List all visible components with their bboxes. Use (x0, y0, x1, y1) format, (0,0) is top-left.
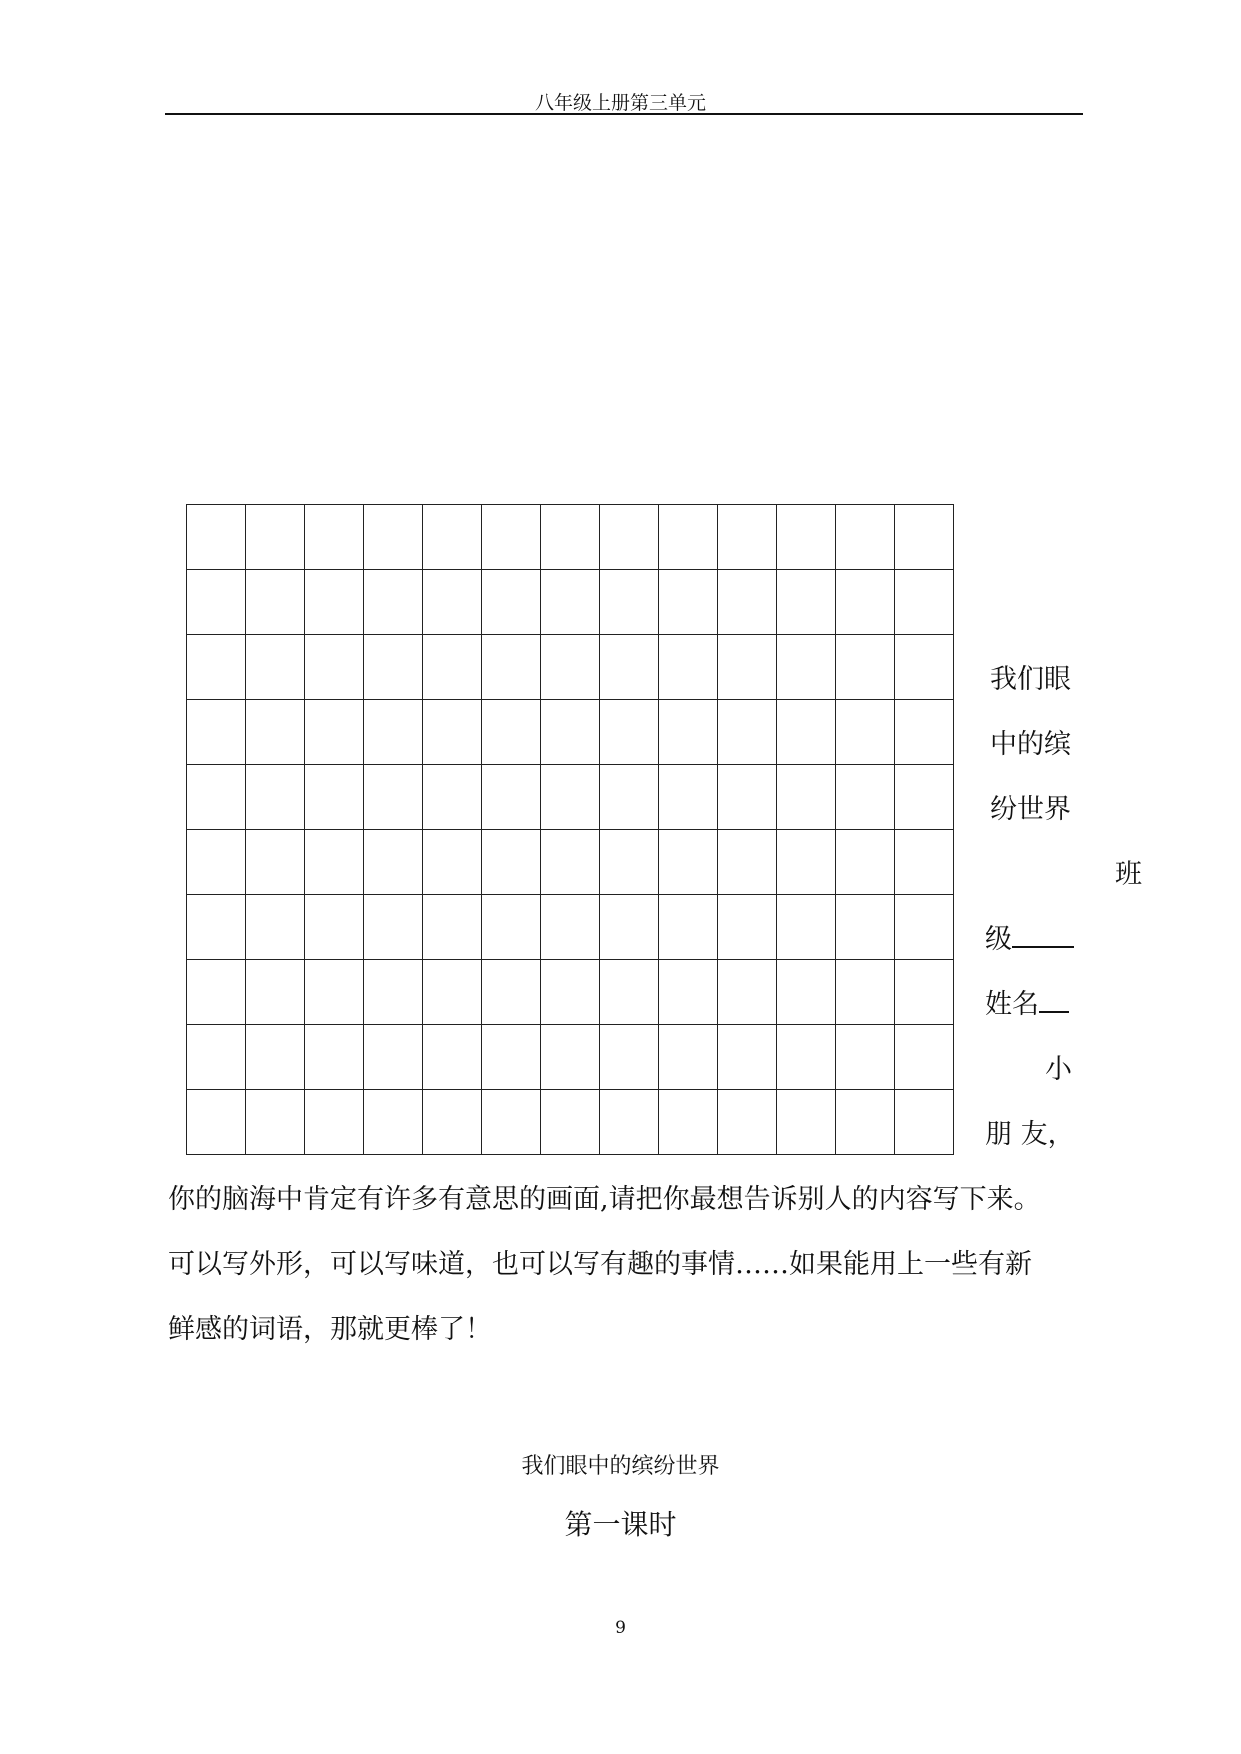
grid-row (187, 1090, 954, 1155)
grid-row (187, 505, 954, 570)
grid-cell[interactable] (364, 960, 423, 1025)
grid-cell[interactable] (659, 895, 718, 960)
grid-cell[interactable] (187, 1090, 246, 1155)
grid-cell[interactable] (718, 960, 777, 1025)
grid-cell[interactable] (659, 505, 718, 570)
prompt-line-1: 你的脑海中肯定有许多有意思的画面,请把你最想告诉别人的内容写下来。 (168, 1184, 1041, 1215)
grid-cell[interactable] (423, 960, 482, 1025)
grid-cell[interactable] (777, 700, 836, 765)
side-title-line-2: 中的缤 (990, 729, 1071, 760)
grid-cell[interactable] (777, 635, 836, 700)
grid-cell[interactable] (541, 1025, 600, 1090)
grid-cell[interactable] (659, 765, 718, 830)
grid-cell[interactable] (895, 960, 954, 1025)
grid-cell[interactable] (541, 765, 600, 830)
grid-cell[interactable] (718, 700, 777, 765)
lesson-title: 第一课时 (564, 1508, 677, 1541)
running-header: 八年级上册第三单元 (534, 92, 706, 114)
grid-cell[interactable] (482, 830, 541, 895)
grid-cell[interactable] (718, 635, 777, 700)
grid-cell[interactable] (364, 830, 423, 895)
grid-cell[interactable] (246, 505, 305, 570)
grid-cell[interactable] (600, 1025, 659, 1090)
grid-cell[interactable] (482, 570, 541, 635)
grid-row (187, 960, 954, 1025)
grid-row (187, 1025, 954, 1090)
grid-cell[interactable] (482, 505, 541, 570)
grid-cell[interactable] (482, 635, 541, 700)
grid-cell[interactable] (187, 765, 246, 830)
grid-cell[interactable] (718, 1090, 777, 1155)
grid-cell[interactable] (246, 570, 305, 635)
grid-cell[interactable] (600, 635, 659, 700)
grid-cell[interactable] (777, 960, 836, 1025)
page-number: 9 (615, 1618, 626, 1638)
grid-cell[interactable] (659, 1090, 718, 1155)
grid-cell[interactable] (423, 570, 482, 635)
grid-cell[interactable] (246, 1090, 305, 1155)
grid-cell[interactable] (600, 700, 659, 765)
grid-cell[interactable] (482, 960, 541, 1025)
grid-cell[interactable] (836, 960, 895, 1025)
grid-cell[interactable] (423, 700, 482, 765)
grid-cell[interactable] (246, 700, 305, 765)
grid-cell[interactable] (895, 700, 954, 765)
grid-cell[interactable] (246, 1025, 305, 1090)
grid-cell[interactable] (836, 505, 895, 570)
grid-row (187, 765, 954, 830)
grid-cell[interactable] (895, 1025, 954, 1090)
name-field[interactable] (985, 982, 1069, 1021)
grid-row (187, 570, 954, 635)
grid-cell[interactable] (246, 765, 305, 830)
grid-cell[interactable] (305, 635, 364, 700)
grid-cell[interactable] (246, 830, 305, 895)
grid-cell[interactable] (659, 1025, 718, 1090)
grid-cell[interactable] (718, 505, 777, 570)
grid-cell[interactable] (836, 1025, 895, 1090)
grid-cell[interactable] (246, 960, 305, 1025)
grid-cell[interactable] (777, 570, 836, 635)
class-blank-line[interactable] (1012, 945, 1074, 948)
grid-cell[interactable] (305, 505, 364, 570)
grid-cell[interactable] (600, 960, 659, 1025)
grid-cell[interactable] (423, 505, 482, 570)
grid-cell[interactable] (659, 700, 718, 765)
grid-cell[interactable] (364, 765, 423, 830)
grid-row (187, 895, 954, 960)
grid-cell[interactable] (482, 1090, 541, 1155)
grid-cell[interactable] (777, 895, 836, 960)
grid-cell[interactable] (836, 700, 895, 765)
grid-cell[interactable] (246, 895, 305, 960)
grid-cell[interactable] (895, 570, 954, 635)
side-pengyou: 朋 友， (985, 1119, 1075, 1150)
grid-cell[interactable] (718, 570, 777, 635)
grid-cell[interactable] (423, 895, 482, 960)
grid-cell[interactable] (187, 960, 246, 1025)
grid-cell[interactable] (777, 1090, 836, 1155)
grid-cell[interactable] (305, 960, 364, 1025)
grid-cell[interactable] (895, 830, 954, 895)
grid-cell[interactable] (659, 635, 718, 700)
grid-cell[interactable] (836, 1090, 895, 1155)
grid-cell[interactable] (305, 570, 364, 635)
grid-cell[interactable] (600, 830, 659, 895)
grid-cell[interactable] (895, 635, 954, 700)
grid-cell[interactable] (777, 505, 836, 570)
grid-cell[interactable] (482, 895, 541, 960)
grid-cell[interactable] (541, 895, 600, 960)
grid-cell[interactable] (364, 505, 423, 570)
grid-cell[interactable] (305, 765, 364, 830)
grid-cell[interactable] (187, 700, 246, 765)
grid-cell[interactable] (836, 765, 895, 830)
grid-cell[interactable] (364, 635, 423, 700)
grid-row (187, 830, 954, 895)
grid-cell[interactable] (777, 830, 836, 895)
prompt-line-3: 鲜感的词语，那就更棒了！ (168, 1314, 492, 1345)
grid-cell[interactable] (836, 895, 895, 960)
class-label-part2: 级 (985, 924, 1012, 955)
grid-cell[interactable] (600, 765, 659, 830)
grid-cell[interactable] (718, 765, 777, 830)
grid-cell[interactable] (600, 505, 659, 570)
name-label: 姓名 (985, 989, 1039, 1020)
grid-cell[interactable] (364, 1090, 423, 1155)
grid-cell[interactable] (541, 700, 600, 765)
grid-cell[interactable] (718, 895, 777, 960)
grid-cell[interactable] (423, 830, 482, 895)
grid-cell[interactable] (187, 570, 246, 635)
header-rule (165, 113, 1083, 115)
grid-cell[interactable] (305, 1025, 364, 1090)
grid-cell[interactable] (364, 1025, 423, 1090)
grid-row (187, 635, 954, 700)
grid-cell[interactable] (187, 505, 246, 570)
grid-cell[interactable] (423, 1090, 482, 1155)
grid-cell[interactable] (482, 700, 541, 765)
grid-cell[interactable] (364, 700, 423, 765)
grid-cell[interactable] (659, 960, 718, 1025)
grid-cell[interactable] (836, 570, 895, 635)
grid-cell[interactable] (718, 830, 777, 895)
grid-cell[interactable] (423, 1025, 482, 1090)
section-title: 我们眼中的缤纷世界 (521, 1454, 720, 1479)
grid-cell[interactable] (305, 700, 364, 765)
grid-cell[interactable] (895, 765, 954, 830)
grid-cell[interactable] (600, 570, 659, 635)
grid-cell[interactable] (423, 635, 482, 700)
grid-cell[interactable] (246, 635, 305, 700)
class-label-part1: 班 (1115, 859, 1142, 890)
grid-cell[interactable] (836, 830, 895, 895)
grid-cell[interactable] (895, 505, 954, 570)
grid-cell[interactable] (718, 1025, 777, 1090)
grid-cell[interactable] (541, 505, 600, 570)
grid-cell[interactable] (482, 1025, 541, 1090)
grid-row (187, 700, 954, 765)
grid-cell[interactable] (541, 635, 600, 700)
grid-cell[interactable] (659, 570, 718, 635)
name-blank-line[interactable] (1039, 1010, 1069, 1013)
grid-cell[interactable] (777, 1025, 836, 1090)
grid-cell[interactable] (777, 765, 836, 830)
side-title-line-1: 我们眼 (990, 664, 1071, 695)
grid-cell[interactable] (187, 635, 246, 700)
grid-cell[interactable] (836, 635, 895, 700)
grid-cell[interactable] (600, 1090, 659, 1155)
grid-cell[interactable] (187, 830, 246, 895)
side-xiao: 小 (1045, 1054, 1072, 1085)
grid-cell[interactable] (305, 895, 364, 960)
grid-cell[interactable] (600, 895, 659, 960)
grid-cell[interactable] (187, 1025, 246, 1090)
grid-cell[interactable] (895, 1090, 954, 1155)
grid-cell[interactable] (364, 895, 423, 960)
grid-cell[interactable] (305, 830, 364, 895)
side-title-line-3: 纷世界 (990, 794, 1071, 825)
grid-cell[interactable] (541, 570, 600, 635)
grid-cell[interactable] (541, 1090, 600, 1155)
grid-cell[interactable] (659, 830, 718, 895)
prompt-line-2: 可以写外形，可以写味道，也可以写有趣的事情……如果能用上一些有新 (168, 1249, 1032, 1280)
grid-cell[interactable] (187, 895, 246, 960)
writing-grid (186, 504, 954, 1155)
grid-cell[interactable] (541, 830, 600, 895)
grid-cell[interactable] (541, 960, 600, 1025)
grid-cell[interactable] (423, 765, 482, 830)
grid-cell[interactable] (895, 895, 954, 960)
grid-cell[interactable] (482, 765, 541, 830)
grid-cell[interactable] (364, 570, 423, 635)
grid-cell[interactable] (305, 1090, 364, 1155)
class-field[interactable] (985, 917, 1074, 956)
